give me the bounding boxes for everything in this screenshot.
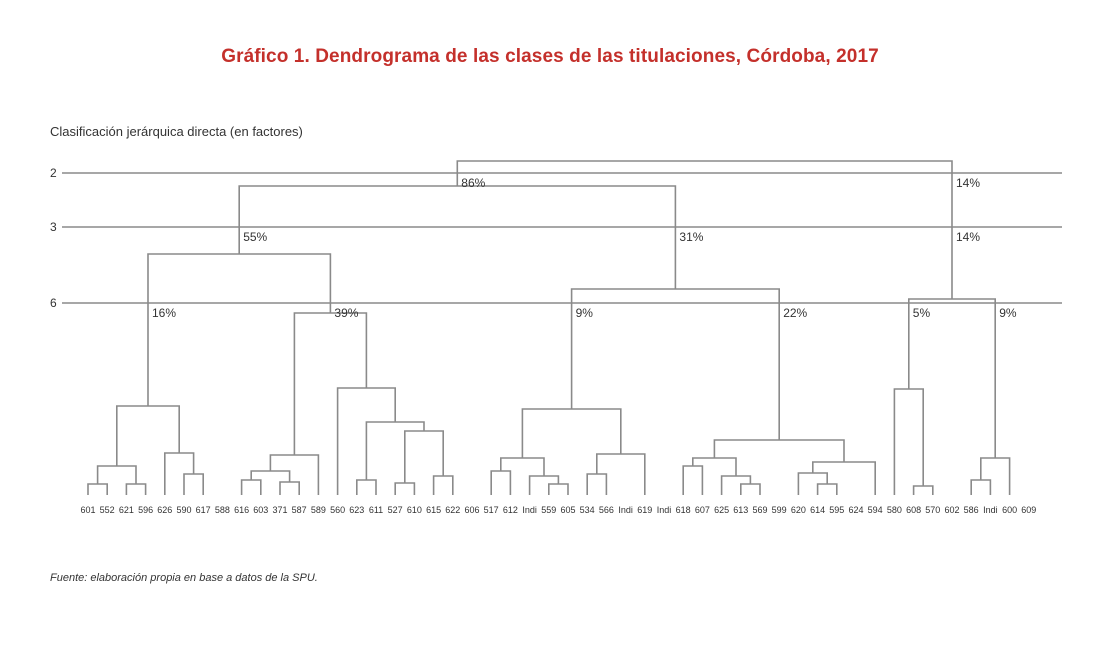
cluster-share-label: 39% <box>334 306 359 320</box>
leaf-label: 626 <box>157 505 173 515</box>
leaf-label: 586 <box>963 505 979 515</box>
dendrogram-branch <box>683 466 702 495</box>
leaf-label: 625 <box>714 505 730 515</box>
dendrogram-branch <box>88 484 107 495</box>
leaf-label: 605 <box>560 505 576 515</box>
leaf-label: Indi <box>522 505 537 515</box>
cluster-share-label: 9% <box>575 306 593 320</box>
leaf-label: 614 <box>810 505 826 515</box>
dendrogram-branch <box>395 483 414 495</box>
leaf-label: 623 <box>349 505 365 515</box>
leaf-label: 588 <box>214 505 230 515</box>
dendrogram-branch <box>242 480 261 495</box>
leaf-label: 570 <box>925 505 941 515</box>
leaf-label: 596 <box>138 505 154 515</box>
leaf-label: 607 <box>694 505 710 515</box>
leaf-label: 619 <box>637 505 653 515</box>
leaf-label: 612 <box>502 505 518 515</box>
dendrogram-branch <box>722 476 751 495</box>
dendrogram-branch <box>909 299 995 458</box>
leaf-label: 371 <box>272 505 288 515</box>
leaf-label: 599 <box>771 505 787 515</box>
chart-title: Gráfico 1. Dendrograma de las clases de las titulaciones, Córdoba, 2017 <box>221 46 879 67</box>
leaf-label: 606 <box>464 505 480 515</box>
dendrogram-branch <box>530 476 559 495</box>
source-note: Fuente: elaboración propia en base a datos de la SPU. <box>50 572 318 584</box>
dendrogram-branch <box>184 474 203 495</box>
dendrogram-branch <box>126 484 145 495</box>
cluster-share-label: 22% <box>783 306 808 320</box>
level-label-6: 6 <box>50 296 57 310</box>
cluster-share-label: 86% <box>461 176 486 190</box>
dendrogram-branch <box>549 484 568 495</box>
leaf-label: 587 <box>291 505 307 515</box>
dendrogram-branch <box>434 476 453 495</box>
cluster-share-label: 9% <box>999 306 1017 320</box>
leaf-label: 595 <box>829 505 845 515</box>
leaf-label: 560 <box>330 505 346 515</box>
leaf-label: 589 <box>310 505 326 515</box>
dendrogram-branch <box>971 480 990 495</box>
y-axis-title: Clasificación jerárquica directa (en factores) <box>50 124 303 139</box>
dendrogram-branch <box>357 480 376 495</box>
leaf-label: 527 <box>387 505 403 515</box>
dendrogram-branch <box>818 484 837 495</box>
cluster-share-label: 16% <box>152 306 177 320</box>
level-label-2: 2 <box>50 166 57 180</box>
leaf-label: Indi <box>618 505 633 515</box>
leaf-label: 608 <box>906 505 922 515</box>
cluster-share-label: 14% <box>956 176 981 190</box>
leaf-label: 569 <box>752 505 768 515</box>
cluster-share-label: 55% <box>243 230 268 244</box>
leaf-label: 552 <box>99 505 115 515</box>
leaf-label: 559 <box>541 505 557 515</box>
leaf-label: 517 <box>483 505 499 515</box>
leaf-label: 566 <box>598 505 614 515</box>
dendrogram-branch <box>693 458 736 476</box>
leaf-label: Indi <box>656 505 672 515</box>
dendrogram-branch <box>813 462 875 495</box>
leaf-label: 534 <box>579 505 595 515</box>
leaf-label: 594 <box>867 505 883 515</box>
dendrogram-branch <box>148 254 330 406</box>
dendrogram-branch <box>914 486 933 495</box>
leaf-label: 603 <box>253 505 269 515</box>
dendrogram-branch <box>280 482 299 495</box>
leaf-label: 610 <box>406 505 422 515</box>
leaf-label: 611 <box>368 505 384 515</box>
leaf-label: 580 <box>886 505 902 515</box>
cluster-share-label: 14% <box>956 230 981 244</box>
leaf-label: 615 <box>426 505 442 515</box>
dendrogram-branch <box>294 313 366 455</box>
leaf-label: 616 <box>234 505 250 515</box>
cluster-share-label: 31% <box>679 230 704 244</box>
leaf-label: 600 <box>1002 505 1018 515</box>
leaf-label: 609 <box>1021 505 1037 515</box>
dendrogram-branch <box>270 455 318 495</box>
dendrogram-branch <box>572 289 780 440</box>
leaf-label: 617 <box>195 505 211 515</box>
leaf-label: 613 <box>733 505 749 515</box>
leaf-label: 590 <box>176 505 192 515</box>
leaf-label: 622 <box>445 505 461 515</box>
dendrogram-branch <box>457 161 952 299</box>
leaf-label: 624 <box>848 505 864 515</box>
leaf-label: 618 <box>675 505 691 515</box>
dendrogram-branch <box>98 466 136 484</box>
leaf-label: 620 <box>790 505 806 515</box>
level-label-3: 3 <box>50 220 57 234</box>
leaf-label: 621 <box>118 505 134 515</box>
dendrogram-branch <box>491 471 510 495</box>
dendrogram-branch <box>741 484 760 495</box>
leaf-label: 602 <box>944 505 960 515</box>
dendrogram-branch <box>117 406 179 466</box>
dendrogram-branch <box>894 389 923 495</box>
dendrogram-branch <box>522 409 620 458</box>
dendrogram-branch <box>239 186 675 289</box>
dendrogram-branch <box>587 474 606 495</box>
leaf-label: 601 <box>80 505 96 515</box>
dendrogram-branch <box>501 458 544 476</box>
dendrogram-branch <box>981 458 1010 495</box>
cluster-share-label: 5% <box>912 306 931 320</box>
leaf-label: Indi <box>983 505 998 515</box>
